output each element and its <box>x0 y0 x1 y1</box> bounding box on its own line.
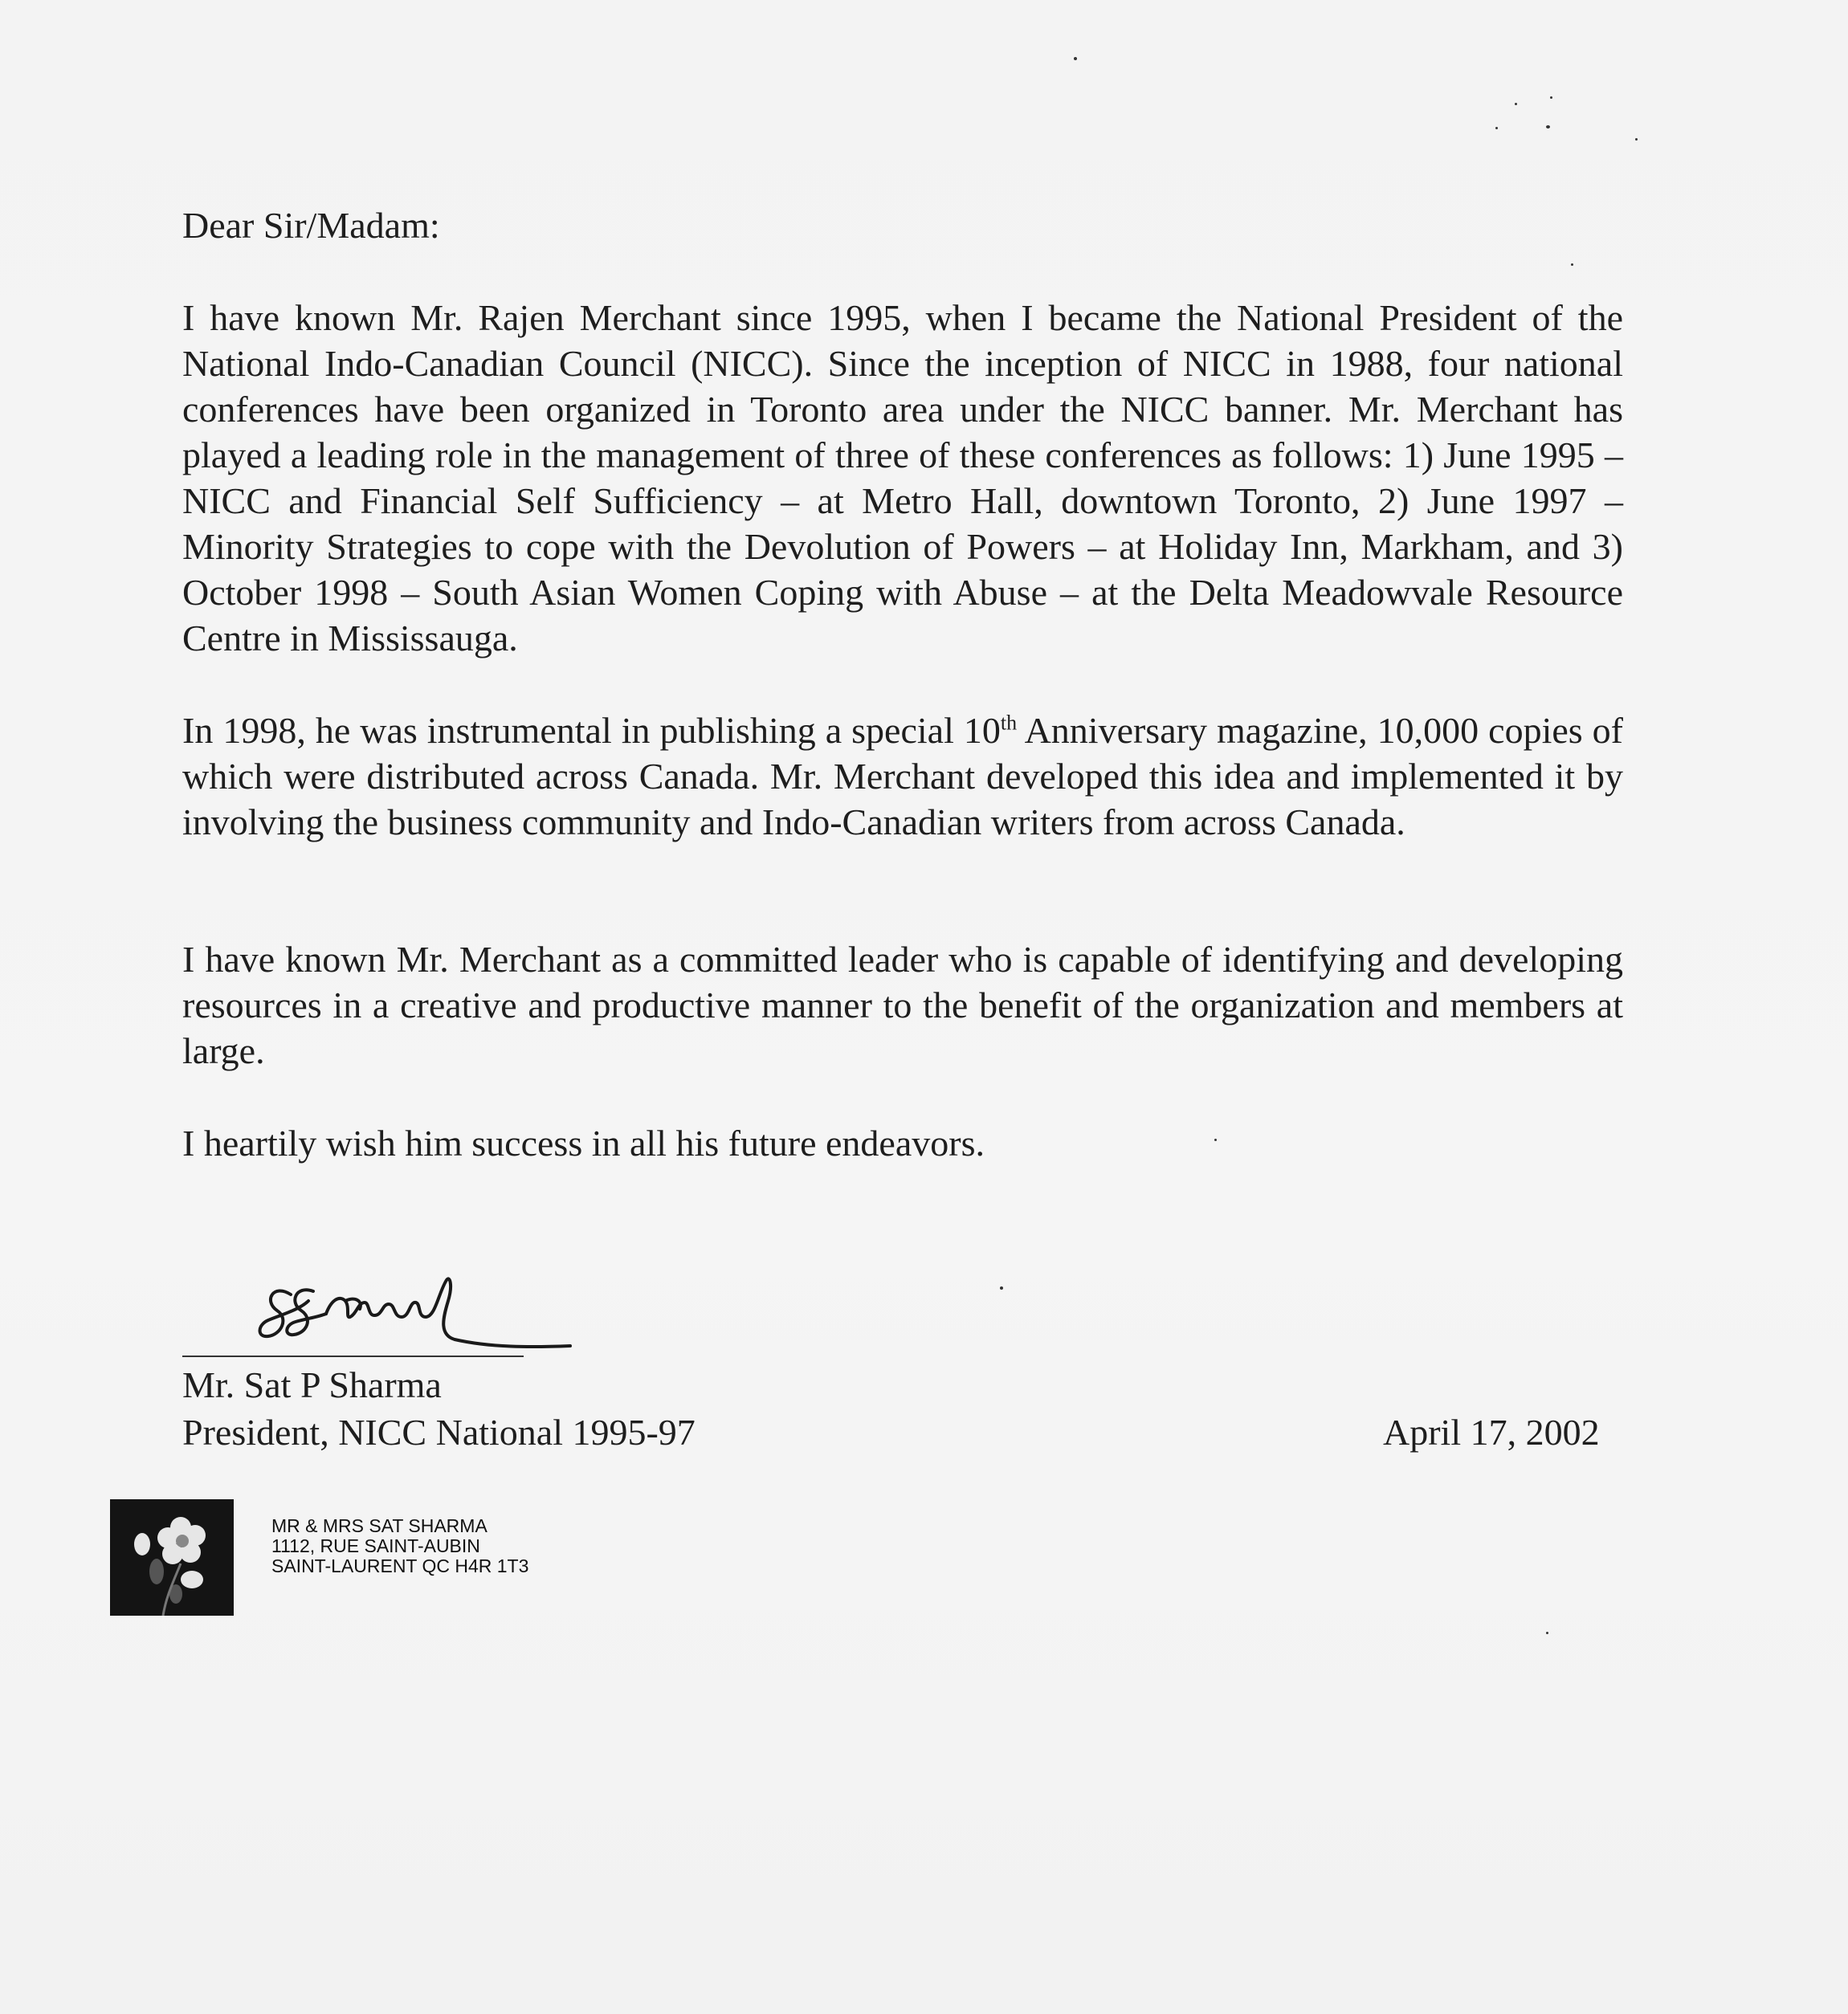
scan-speck <box>1000 1286 1003 1290</box>
scan-speck <box>1074 57 1077 60</box>
salutation: Dear Sir/Madam: <box>182 205 440 246</box>
letter-date: April 17, 2002 <box>1383 1412 1600 1453</box>
scan-speck <box>1546 1632 1548 1634</box>
address-line-3: SAINT-LAURENT QC H4R 1T3 <box>271 1555 529 1576</box>
body-paragraph-1: I have known Mr. Rajen Merchant since 1995, when I became the National President of the National Indo-Canadian Council (NICC). Since the inception of NICC in 1988, four national conferences have been organized in Toronto area under the NICC banner. Mr. Merchant has played a leading role in the management of three of these conferences as follows: 1) June 1995 – NICC and Financial Self Sufficiency – at Metro Hall, downtown Toronto, 2) June 1997 – Minority Strategies to cope with the Devolution of Powers – at Holiday Inn, Markham, and 3) October 1998 – South Asian Women Coping with Abuse – at the Delta Meadowvale Resource Centre in Mississauga. <box>182 297 1623 658</box>
address-line-1: MR & MRS SAT SHARMA <box>271 1515 487 1536</box>
body-paragraph-3: I have known Mr. Merchant as a committed leader who is capable of identifying and developing resources in a creative and productive manner to the benefit of the organization and members at large. <box>182 939 1623 1071</box>
address-line-2: 1112, RUE SAINT-AUBIN <box>271 1535 480 1556</box>
paragraph-2-text-start: In 1998, he was instrumental in publishing a special 10 <box>182 710 1001 751</box>
scan-speck <box>1515 103 1517 105</box>
address-label <box>271 1516 528 1576</box>
scan-speck <box>1571 263 1573 266</box>
scan-speck <box>1546 125 1550 128</box>
scan-speck <box>1495 127 1498 129</box>
flower-photo-icon <box>110 1499 234 1616</box>
signer-name: Mr. Sat P Sharma <box>182 1364 442 1405</box>
handwritten-signature <box>257 1269 610 1357</box>
scan-speck <box>1550 96 1552 99</box>
signer-title: President, NICC National 1995-97 <box>182 1412 696 1453</box>
ordinal-superscript: th <box>1000 711 1018 735</box>
body-paragraph-4: I heartily wish him success in all his future endeavors. <box>182 1123 985 1164</box>
paragraph-2-text-end: Anniversary magazine, 10,000 copies of which were distributed across Canada. Mr. Merchant developed this idea and implemented it by involving the business community and Indo-Canadian writers from across Canada. <box>182 710 1623 842</box>
body-paragraph-2 <box>182 707 1623 845</box>
signature-line <box>182 1356 524 1357</box>
scan-speck <box>1635 138 1638 141</box>
